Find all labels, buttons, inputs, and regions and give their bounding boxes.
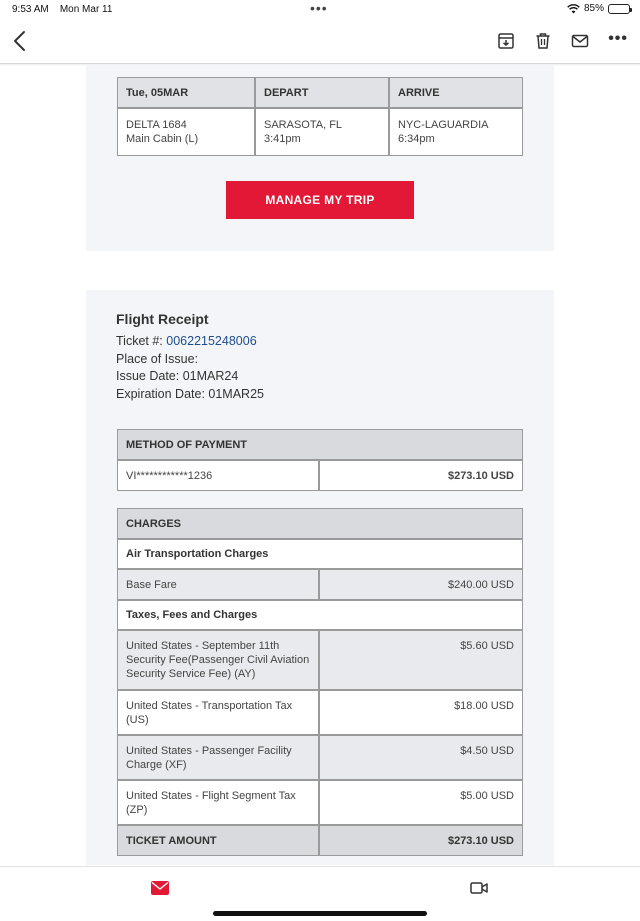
wifi-icon bbox=[567, 4, 580, 14]
scrolled-email-text bbox=[118, 22, 498, 66]
ticket-amount-label: TICKET AMOUNT bbox=[117, 825, 319, 856]
cabin-class: Main Cabin (L) bbox=[126, 133, 199, 145]
battery-percent: 85% bbox=[583, 3, 604, 14]
place-of-issue: Place of Issue: bbox=[116, 351, 198, 366]
arrive-header: ARRIVE bbox=[389, 77, 523, 108]
flight-table-header bbox=[117, 77, 523, 108]
chevron-left-icon[interactable] bbox=[8, 28, 32, 54]
receipt-title: Flight Receipt bbox=[116, 311, 209, 327]
payment-card: VI************1236 bbox=[117, 460, 319, 491]
flight-date-header: Tue, 05MAR bbox=[117, 77, 255, 108]
mail-toolbar bbox=[0, 20, 640, 64]
tax-amount: $18.00 USD bbox=[319, 690, 523, 735]
arrive-time: 6:34pm bbox=[398, 133, 435, 145]
flight-row bbox=[117, 108, 523, 156]
tax-row bbox=[117, 690, 523, 735]
charges-header-row bbox=[117, 508, 523, 539]
base-fare-amount: $240.00 USD bbox=[319, 569, 523, 600]
tax-label: United States - September 11th Security Fee(Passenger Civil Aviation Security Service Fee) (AY) bbox=[117, 630, 319, 690]
ticket-label: Ticket #: bbox=[116, 334, 163, 348]
payment-header-row bbox=[117, 429, 523, 460]
tax-amount: $5.00 USD bbox=[319, 780, 523, 825]
flight-card bbox=[86, 65, 554, 251]
receipt-card bbox=[86, 290, 554, 865]
ellipsis-icon[interactable]: ••• bbox=[608, 30, 628, 47]
ticket-amount-value: $273.10 USD bbox=[319, 825, 523, 856]
depart-time: 3:41pm bbox=[264, 133, 301, 145]
charges-table bbox=[117, 508, 523, 856]
bottom-tab-bar bbox=[0, 866, 640, 921]
trash-icon[interactable] bbox=[534, 32, 552, 50]
envelope-icon[interactable] bbox=[571, 32, 589, 50]
arrive-cell bbox=[389, 108, 523, 156]
base-fare-label: Base Fare bbox=[117, 569, 319, 600]
taxes-header: Taxes, Fees and Charges bbox=[117, 600, 523, 630]
video-tab-icon[interactable] bbox=[470, 880, 488, 896]
depart-cell bbox=[255, 108, 389, 156]
air-charges-header-row bbox=[117, 539, 523, 569]
flight-table bbox=[117, 77, 523, 156]
depart-city: SARASOTA, FL bbox=[264, 119, 343, 131]
flight-number: DELTA 1684 bbox=[126, 119, 187, 131]
charges-header: CHARGES bbox=[117, 508, 523, 539]
battery-icon bbox=[608, 4, 630, 14]
email-body[interactable] bbox=[0, 65, 640, 865]
home-indicator[interactable] bbox=[213, 911, 427, 916]
base-fare-row bbox=[117, 569, 523, 600]
tax-row bbox=[117, 735, 523, 780]
issue-date: Issue Date: 01MAR24 bbox=[116, 369, 239, 383]
status-time: 9:53 AM Mon Mar 11 bbox=[12, 4, 113, 15]
tax-amount: $5.60 USD bbox=[319, 630, 523, 690]
flight-info-cell bbox=[117, 108, 255, 156]
status-bar bbox=[0, 0, 640, 20]
tax-label: United States - Transportation Tax (US) bbox=[117, 690, 319, 735]
mail-tab-icon[interactable] bbox=[151, 881, 169, 895]
tax-row bbox=[117, 780, 523, 825]
tax-amount: $4.50 USD bbox=[319, 735, 523, 780]
payment-table bbox=[117, 429, 523, 491]
taxes-header-row bbox=[117, 600, 523, 630]
payment-header: METHOD OF PAYMENT bbox=[117, 429, 523, 460]
tax-label: United States - Passenger Facility Charge (XF) bbox=[117, 735, 319, 780]
depart-header: DEPART bbox=[255, 77, 389, 108]
ticket-amount-row bbox=[117, 825, 523, 856]
payment-row bbox=[117, 460, 523, 491]
tax-row bbox=[117, 630, 523, 690]
multitasking-dots-icon[interactable]: ••• bbox=[310, 0, 328, 16]
ticket-line bbox=[116, 333, 264, 351]
status-right bbox=[567, 3, 630, 14]
archive-icon[interactable] bbox=[497, 32, 515, 50]
receipt-details bbox=[116, 333, 264, 403]
expiration-date: Expiration Date: 01MAR25 bbox=[116, 386, 264, 401]
tax-label: United States - Flight Segment Tax (ZP) bbox=[117, 780, 319, 825]
ticket-number-link[interactable]: 0062215248006 bbox=[166, 334, 257, 348]
manage-my-trip-button[interactable]: MANAGE MY TRIP bbox=[226, 181, 414, 219]
air-charges-header: Air Transportation Charges bbox=[117, 539, 523, 569]
payment-amount: $273.10 USD bbox=[319, 460, 523, 491]
arrive-city: NYC-LAGUARDIA bbox=[398, 119, 489, 131]
